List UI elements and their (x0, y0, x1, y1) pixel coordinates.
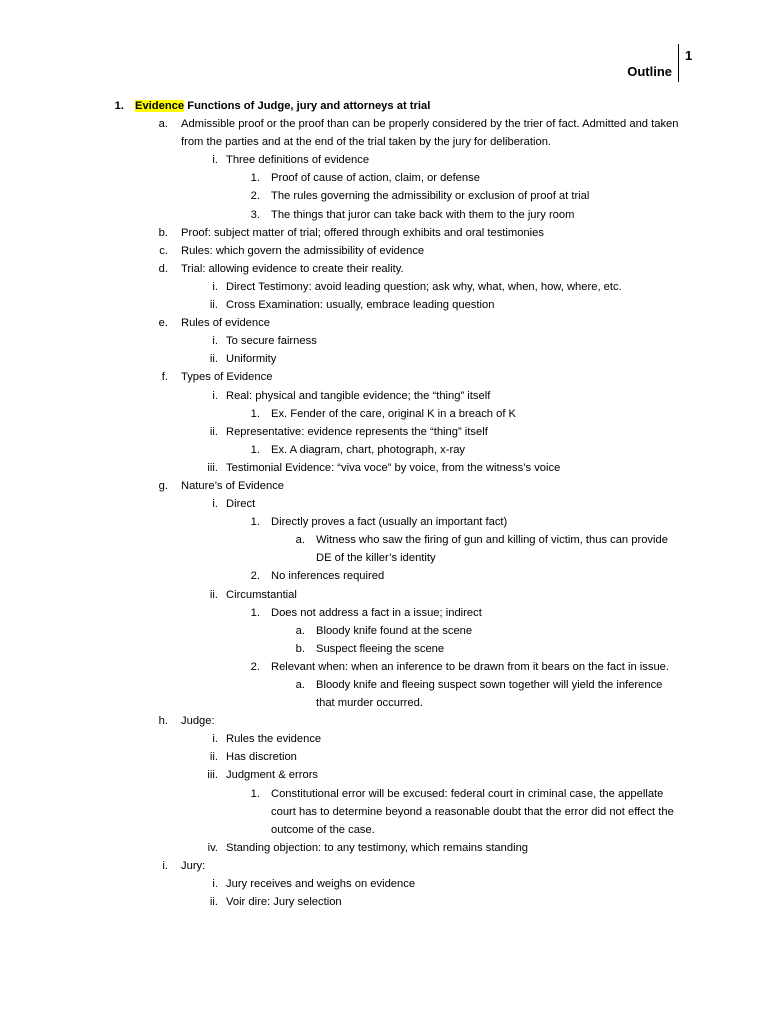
list-item (0, 875, 768, 893)
list-item-text: Constitutional error will be excused: federal court in criminal case, the appellate court has to determine beyond a reasonable doubt that the error did not effect the outcome of the case. (271, 787, 674, 836)
list-item (0, 658, 768, 676)
list-item (0, 839, 768, 857)
list-item (0, 405, 768, 423)
header-divider (678, 44, 679, 82)
list-marker: 2. (250, 570, 260, 583)
list-item (0, 332, 768, 350)
list-item-text: Witness who saw the firing of gun and killing of victim, thus can provide DE of the killer’s identity (316, 534, 668, 565)
list-marker: 2. (250, 660, 260, 673)
list-item (0, 640, 768, 658)
list-marker: f. (161, 371, 168, 384)
list-item-text: Relevant when: when an inference to be drawn from it bears on the fact in issue. (271, 660, 670, 673)
list-marker: a. (158, 118, 168, 131)
list-marker: i. (212, 280, 218, 293)
list-item (0, 893, 768, 911)
list-marker: 1. (250, 787, 260, 800)
list-item-text: Bloody knife found at the scene (316, 624, 473, 637)
list-marker: b. (158, 226, 168, 239)
list-item-text: Direct (226, 498, 256, 511)
highlighted-term: Evidence (135, 100, 185, 112)
list-item-text: Standing objection: to any testimony, which remains standing (226, 841, 529, 854)
list-item (0, 169, 768, 187)
list-item-text: Direct Testimony: avoid leading question; ask why, what, when, how, where, etc. (226, 280, 622, 293)
list-item (0, 766, 768, 784)
list-marker: 1. (114, 100, 124, 112)
list-marker: 1. (250, 606, 260, 619)
list-item (0, 314, 768, 332)
list-item (0, 387, 768, 405)
list-marker: a. (295, 534, 305, 547)
list-item-text: Rules: which govern the admissibility of evidence (181, 244, 425, 257)
list-item (0, 224, 768, 242)
list-item (0, 278, 768, 296)
list-item (0, 459, 768, 477)
heading-rest: Functions of Judge, jury and attorneys at trial (184, 100, 431, 112)
list-item (0, 115, 768, 151)
list-item-text: Voir dire: Jury selection (226, 896, 342, 909)
list-marker: 1. (250, 172, 260, 185)
list-item (0, 441, 768, 459)
list-item (0, 857, 768, 875)
list-item (0, 604, 768, 622)
list-item (0, 676, 768, 712)
list-item (0, 531, 768, 567)
list-item (0, 730, 768, 748)
list-marker: i. (162, 859, 168, 872)
list-item-text: Cross Examination: usually, embrace leading question (226, 299, 495, 312)
list-item-text: Types of Evidence (181, 371, 273, 384)
list-item (0, 748, 768, 766)
list-item (0, 622, 768, 640)
list-item-text: The things that juror can take back with them to the jury room (271, 208, 575, 221)
list-marker: iv. (207, 841, 218, 854)
outline-heading (0, 97, 768, 115)
list-marker: a. (295, 679, 305, 691)
list-item-text: Proof of cause of action, claim, or defense (271, 172, 480, 185)
list-item-text: The rules governing the admissibility or exclusion of proof at trial (271, 190, 590, 203)
list-marker: ii. (209, 588, 218, 601)
list-item (0, 513, 768, 531)
list-marker: 2. (250, 190, 260, 203)
list-marker: i. (212, 733, 218, 746)
list-item-text: Jury: (181, 859, 206, 872)
list-marker: iii. (207, 769, 218, 782)
page-number: 1 (685, 48, 693, 63)
list-item-text: Judge: (181, 715, 215, 728)
list-marker: i. (212, 878, 218, 891)
list-item-text: Testimonial Evidence: “viva voce” by voice, from the witness’s voice (226, 461, 561, 474)
list-marker: ii. (209, 425, 218, 438)
list-item-text: Three definitions of evidence (226, 154, 370, 167)
list-marker: h. (158, 715, 168, 728)
list-marker: 3. (250, 208, 260, 221)
list-marker: 1. (250, 407, 260, 420)
list-item (0, 586, 768, 604)
list-marker: b. (295, 642, 305, 655)
list-marker: i. (212, 389, 218, 402)
list-item-text: No inferences required (271, 570, 385, 583)
list-item (0, 260, 768, 278)
heading-text (135, 97, 695, 115)
list-item-text: Admissible proof or the proof than can be properly considered by the trier of fact. Admitted and taken from the parties and at the end of the trial taken by the jury for deliberation. (181, 118, 679, 149)
list-item-text: Rules the evidence (226, 733, 322, 746)
outline (0, 97, 768, 911)
list-item (0, 151, 768, 169)
list-marker: ii. (209, 896, 218, 909)
list-item-text: Representative: evidence represents the “thing” itself (226, 425, 488, 438)
list-marker: iii. (207, 461, 218, 474)
list-item (0, 242, 768, 260)
list-marker: ii. (209, 299, 218, 312)
list-marker: c. (159, 244, 168, 257)
list-item-text: Does not address a fact in a issue; indirect (271, 606, 482, 619)
list-marker: 1. (250, 516, 260, 529)
list-marker: e. (158, 317, 168, 330)
list-item (0, 712, 768, 730)
list-item-text: To secure fairness (226, 335, 317, 348)
list-marker: a. (295, 624, 305, 637)
list-item (0, 187, 768, 205)
list-marker: i. (212, 335, 218, 348)
list-item-text: Trial: allowing evidence to create their reality. (181, 262, 404, 275)
list-marker: ii. (209, 751, 218, 764)
list-item (0, 785, 768, 839)
list-item-text: Judgment & errors (226, 769, 319, 782)
list-item-text: Directly proves a fact (usually an important fact) (271, 516, 508, 529)
list-item-text: Has discretion (226, 751, 297, 764)
list-item-text: Uniformity (226, 353, 277, 366)
list-marker: i. (212, 498, 218, 511)
list-marker: 1. (250, 443, 260, 456)
list-item-text: Jury receives and weighs on evidence (226, 878, 416, 891)
header-title: Outline (627, 64, 672, 79)
list-item (0, 368, 768, 386)
list-item-text: Ex. Fender of the care, original K in a breach of K (271, 407, 517, 420)
list-item (0, 495, 768, 513)
list-item (0, 296, 768, 314)
list-marker: d. (158, 262, 168, 275)
list-item (0, 477, 768, 495)
list-marker: ii. (209, 353, 218, 366)
list-item-text: Circumstantial (226, 588, 297, 601)
list-item-text: Nature’s of Evidence (181, 479, 285, 492)
list-item-text: Bloody knife and fleeing suspect sown together will yield the inference that murder occurred. (316, 679, 663, 710)
list-item-text: Proof: subject matter of trial; offered through exhibits and oral testimonies (181, 226, 544, 239)
list-item (0, 206, 768, 224)
list-item (0, 423, 768, 441)
list-marker: g. (158, 479, 168, 492)
list-item (0, 350, 768, 368)
list-item-text: Suspect fleeing the scene (316, 642, 445, 655)
list-item-text: Ex. A diagram, chart, photograph, x-ray (271, 443, 466, 456)
list-item-text: Rules of evidence (181, 317, 270, 330)
list-marker: i. (212, 154, 218, 167)
list-item-text: Real: physical and tangible evidence; the “thing” itself (226, 389, 491, 402)
list-item (0, 567, 768, 585)
